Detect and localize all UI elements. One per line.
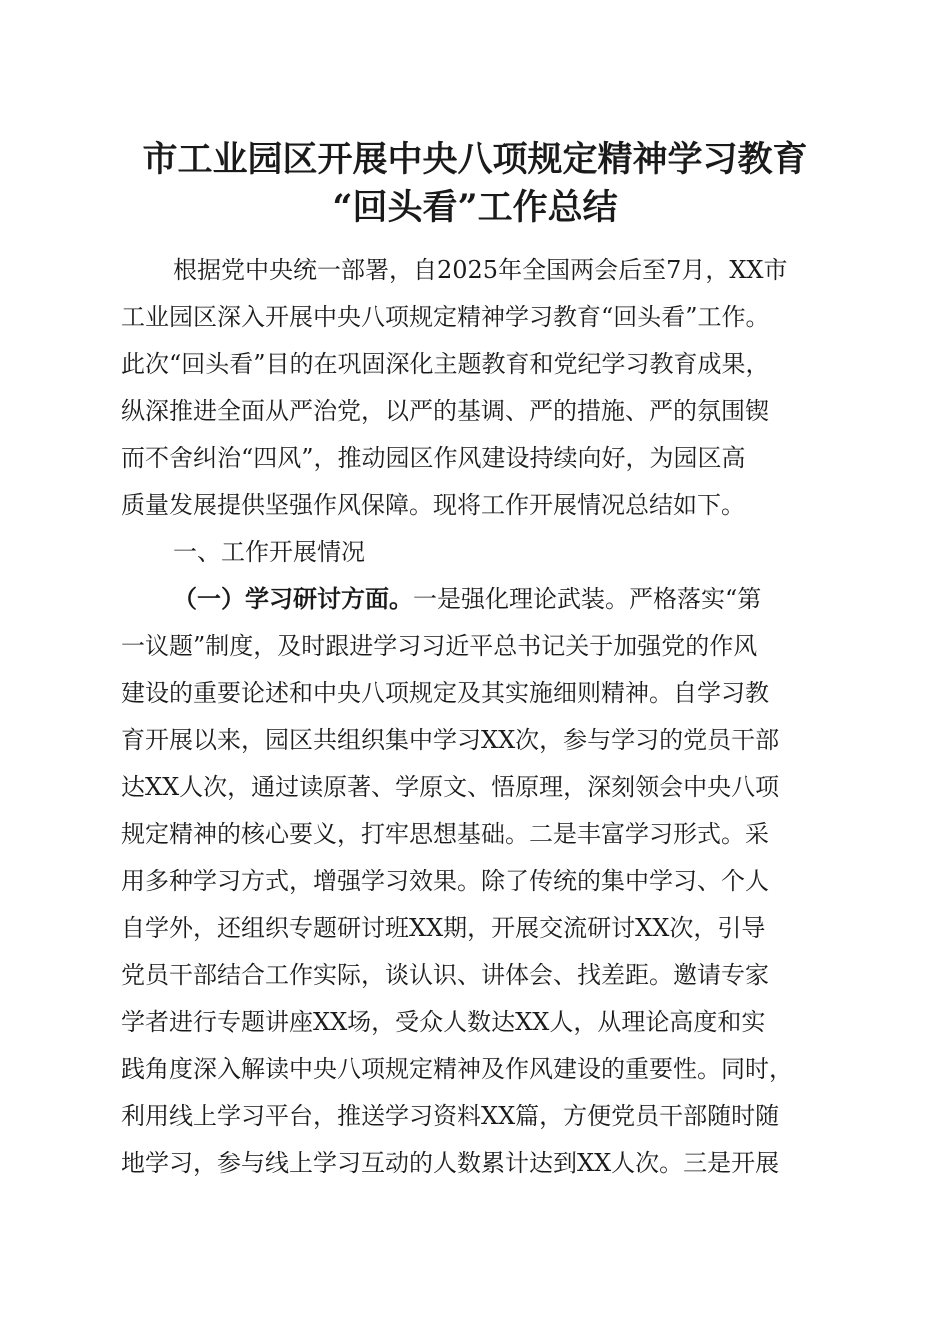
document-title-line-1: 市工业园区开展中央八项规定精神学习教育 bbox=[142, 139, 808, 180]
document-title-line-2: “回头看”工作总结 bbox=[332, 187, 618, 228]
document-page: 市工业园区开展中央八项规定精神学习教育 “回头看”工作总结 根据党中央统一部署，自2025年全国两会后至7月，XX市 工业园区深入开展中央八项规定精神学习教育“回头看”工作。 此次“回头看”目的在巩固深化主题教育和党纪学习教育成果， 纵深推进全面从严治党，以严的基调、严的措施、严的氛围锲 而不舍纠治“四风”，推动园区作风建设持续向好，为园区高 质量发展提供坚强作风保障。现将工作开展情况总结如下。 一、工作开展情况 （一）学习研讨方面。 一是强化理论武装。严格落实“第 一议题”制度，及时跟进学习习近平总书记关于加强党的作风 建设的重要论述和中央八项规定及其实施细则精神。自学习教 育开展以来，园区共组织集中学习XX次，参与学习的党员干部 达XX人次，通过读原著、学原文、悟原理，深刻领会中央八项 规定精神的核心要义，打牢思想基础。二是丰富学习形式。采 用多种学习方式，增强学习效果。除了传统的集中学习、个人 自学外，还组织专题研讨班XX期，开展交流研讨XX次，引导 党员干部结合工作实际，谈认识、讲体会、找差距。邀请专家 学者进行专题讲座XX场，受众人数达XX人，从理论高度和实 践角度深入解读中央八项规定精神及作风建设的重要性。同时， 利用线上学习平台，推送学习资料XX篇，方便党员干部随时随 地学习，参与线上学习互动的人数累计达到XX人次。三是开展 bbox=[0, 0, 950, 1344]
subsection-lead: （一）学习研讨方面。 bbox=[173, 584, 413, 613]
